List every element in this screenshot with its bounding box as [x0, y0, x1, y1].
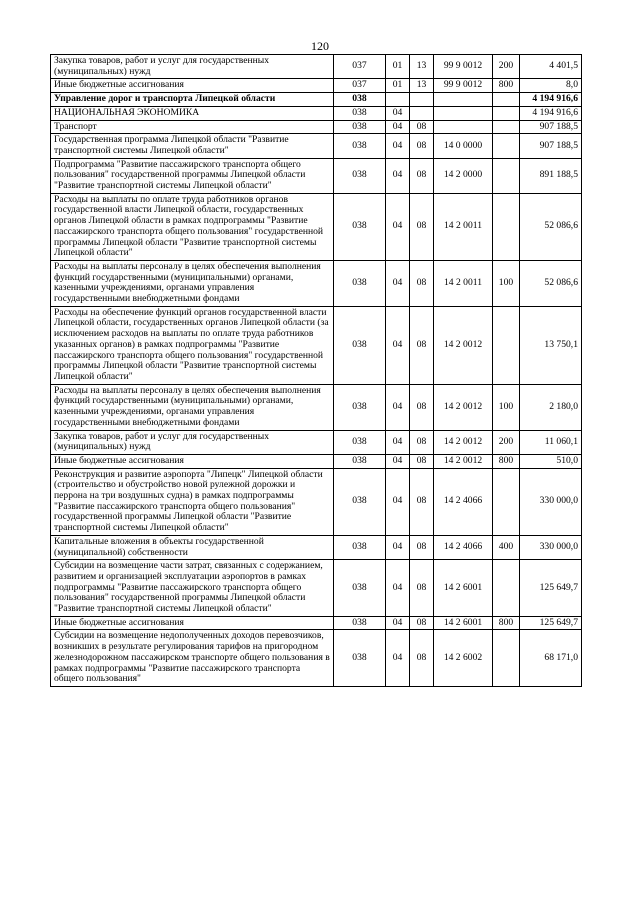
- section-code-cell: 04: [386, 158, 410, 193]
- table-row: [51, 93, 582, 107]
- amount-cell: 125 649,7: [520, 560, 582, 617]
- ministry-code-cell: 038: [334, 616, 386, 630]
- row-name-cell: Субсидии на возмещение недополученных доходов перевозчиков, возникших в результате регулирования тарифов на пригородном железнодорожном пассажирском транспорте общего пользования в рамках подпрограммы "Развитие пассажирского транспорта общего пользования": [51, 630, 334, 687]
- section-code-cell: 04: [386, 384, 410, 430]
- table-row: [51, 193, 582, 260]
- target-item-cell: 14 2 0012: [434, 454, 493, 468]
- expense-type-cell: [493, 158, 520, 193]
- ministry-code-cell: 038: [334, 560, 386, 617]
- ministry-code-cell: 038: [334, 454, 386, 468]
- expense-type-cell: 800: [493, 79, 520, 93]
- ministry-code-cell: 038: [334, 260, 386, 306]
- table-row: [51, 260, 582, 306]
- row-name-cell: Закупка товаров, работ и услуг для государственных (муниципальных) нужд: [51, 430, 334, 454]
- row-name-cell: Субсидии на возмещение части затрат, связанных с содержанием, развитием и организацией эксплуатации аэропортов в рамках подпрограммы "Развитие пассажирского транспорта общего пользования" государственной программы Липецкой области "Развитие транспортной системы Липецкой области": [51, 560, 334, 617]
- ministry-code-cell: 038: [334, 630, 386, 687]
- row-name-cell: Расходы на выплаты персоналу в целях обеспечения выполнения функций государственными (муниципальными) органами, казенными учреждениями, органами управления государственными внебюджетными фондами: [51, 260, 334, 306]
- section-code-cell: 04: [386, 260, 410, 306]
- section-code-cell: 04: [386, 535, 410, 559]
- amount-cell: 4 194 916,6: [520, 93, 582, 107]
- target-item-cell: 99 9 0012: [434, 55, 493, 79]
- expense-type-cell: [493, 106, 520, 120]
- expense-type-cell: [493, 134, 520, 158]
- table-row: [51, 79, 582, 93]
- amount-cell: 11 060,1: [520, 430, 582, 454]
- row-name-cell: Иные бюджетные ассигнования: [51, 616, 334, 630]
- table-row: [51, 158, 582, 193]
- ministry-code-cell: 037: [334, 79, 386, 93]
- table-row: [51, 55, 582, 79]
- ministry-code-cell: 038: [334, 535, 386, 559]
- subsection-code-cell: 08: [410, 306, 434, 384]
- table-row: [51, 430, 582, 454]
- amount-cell: 52 086,6: [520, 193, 582, 260]
- target-item-cell: 14 2 6001: [434, 616, 493, 630]
- expense-type-cell: [493, 193, 520, 260]
- table-row: [51, 560, 582, 617]
- subsection-code-cell: 08: [410, 630, 434, 687]
- expense-type-cell: 200: [493, 430, 520, 454]
- section-code-cell: 04: [386, 134, 410, 158]
- expense-type-cell: 400: [493, 535, 520, 559]
- table-row: [51, 454, 582, 468]
- target-item-cell: 14 2 4066: [434, 468, 493, 535]
- section-code-cell: 04: [386, 106, 410, 120]
- table-row: [51, 384, 582, 430]
- subsection-code-cell: 08: [410, 193, 434, 260]
- target-item-cell: [434, 93, 493, 107]
- expense-type-cell: [493, 468, 520, 535]
- expense-type-cell: [493, 560, 520, 617]
- target-item-cell: 14 0 0000: [434, 134, 493, 158]
- expense-type-cell: [493, 630, 520, 687]
- target-item-cell: 14 2 0012: [434, 306, 493, 384]
- table-row: [51, 616, 582, 630]
- row-name-cell: Расходы на обеспечение функций органов государственной власти Липецкой области, государственных органов Липецкой области (за исключением расходов на выплаты по оплате труда работников указанных органов) в рамках подпрограммы "Развитие пассажирского транспорта общего пользования" государственной программы Липецкой области "Развитие транспортной системы Липецкой области": [51, 306, 334, 384]
- table-row: [51, 535, 582, 559]
- amount-cell: 4 194 916,6: [520, 106, 582, 120]
- subsection-code-cell: 08: [410, 430, 434, 454]
- section-code-cell: 01: [386, 55, 410, 79]
- subsection-code-cell: 13: [410, 79, 434, 93]
- ministry-code-cell: 038: [334, 93, 386, 107]
- row-name-cell: Управление дорог и транспорта Липецкой области: [51, 93, 334, 107]
- subsection-code-cell: 08: [410, 260, 434, 306]
- ministry-code-cell: 038: [334, 193, 386, 260]
- section-code-cell: 04: [386, 616, 410, 630]
- section-code-cell: 04: [386, 120, 410, 134]
- ministry-code-cell: 038: [334, 106, 386, 120]
- row-name-cell: Государственная программа Липецкой области "Развитие транспортной системы Липецкой области": [51, 134, 334, 158]
- ministry-code-cell: 038: [334, 134, 386, 158]
- section-code-cell: 04: [386, 630, 410, 687]
- target-item-cell: 99 9 0012: [434, 79, 493, 93]
- expense-type-cell: [493, 120, 520, 134]
- table-row: [51, 306, 582, 384]
- target-item-cell: 14 2 0012: [434, 384, 493, 430]
- row-name-cell: Транспорт: [51, 120, 334, 134]
- subsection-code-cell: 08: [410, 616, 434, 630]
- row-name-cell: НАЦИОНАЛЬНАЯ ЭКОНОМИКА: [51, 106, 334, 120]
- ministry-code-cell: 038: [334, 120, 386, 134]
- row-name-cell: Подпрограмма "Развитие пассажирского транспорта общего пользования" государственной программы Липецкой области "Развитие транспортной системы Липецкой области": [51, 158, 334, 193]
- amount-cell: 2 180,0: [520, 384, 582, 430]
- section-code-cell: 04: [386, 306, 410, 384]
- amount-cell: 68 171,0: [520, 630, 582, 687]
- subsection-code-cell: [410, 93, 434, 107]
- section-code-cell: 04: [386, 560, 410, 617]
- ministry-code-cell: 038: [334, 384, 386, 430]
- row-name-cell: Реконструкция и развитие аэропорта "Липецк" Липецкой области (строительство и обустройство новой рулежной дорожки и перрона на три воздушных судна) в рамках подпрограммы "Развитие пассажирского транспорта общего пользования" государственной программы Липецкой области "Развитие транспортной системы Липецкой области": [51, 468, 334, 535]
- subsection-code-cell: 08: [410, 158, 434, 193]
- target-item-cell: [434, 106, 493, 120]
- expense-type-cell: 800: [493, 616, 520, 630]
- table-row: [51, 120, 582, 134]
- expense-type-cell: 200: [493, 55, 520, 79]
- row-name-cell: Расходы на выплаты персоналу в целях обеспечения выполнения функций государственными (муниципальными) органами, казенными учреждениями, органами управления государственными внебюджетными фондами: [51, 384, 334, 430]
- ministry-code-cell: 037: [334, 55, 386, 79]
- subsection-code-cell: 13: [410, 55, 434, 79]
- target-item-cell: [434, 120, 493, 134]
- expense-type-cell: 100: [493, 384, 520, 430]
- page-number: 120: [311, 39, 329, 53]
- target-item-cell: 14 2 0000: [434, 158, 493, 193]
- expense-type-cell: 800: [493, 454, 520, 468]
- row-name-cell: Капитальные вложения в объекты государственной (муниципальной) собственности: [51, 535, 334, 559]
- section-code-cell: 04: [386, 430, 410, 454]
- amount-cell: 8,0: [520, 79, 582, 93]
- amount-cell: 4 401,5: [520, 55, 582, 79]
- ministry-code-cell: 038: [334, 306, 386, 384]
- subsection-code-cell: 08: [410, 120, 434, 134]
- table-row: [51, 134, 582, 158]
- amount-cell: 891 188,5: [520, 158, 582, 193]
- row-name-cell: Иные бюджетные ассигнования: [51, 454, 334, 468]
- target-item-cell: 14 2 0011: [434, 260, 493, 306]
- section-code-cell: [386, 93, 410, 107]
- subsection-code-cell: 08: [410, 468, 434, 535]
- table-row: [51, 630, 582, 687]
- expense-type-cell: 100: [493, 260, 520, 306]
- amount-cell: 330 000,0: [520, 468, 582, 535]
- row-name-cell: Иные бюджетные ассигнования: [51, 79, 334, 93]
- amount-cell: 510,0: [520, 454, 582, 468]
- amount-cell: 907 188,5: [520, 120, 582, 134]
- expense-type-cell: [493, 93, 520, 107]
- subsection-code-cell: 08: [410, 454, 434, 468]
- row-name-cell: Расходы на выплаты по оплате труда работников органов государственной власти Липецкой области, государственных органов Липецкой области в рамках подпрограммы "Развитие пассажирского транспорта общего пользования" государственной программы Липецкой области "Развитие транспортной системы Липецкой области": [51, 193, 334, 260]
- section-code-cell: 04: [386, 454, 410, 468]
- target-item-cell: 14 2 6002: [434, 630, 493, 687]
- subsection-code-cell: [410, 106, 434, 120]
- section-code-cell: 04: [386, 468, 410, 535]
- target-item-cell: 14 2 0012: [434, 430, 493, 454]
- subsection-code-cell: 08: [410, 560, 434, 617]
- ministry-code-cell: 038: [334, 158, 386, 193]
- table-row: [51, 106, 582, 120]
- ministry-code-cell: 038: [334, 468, 386, 535]
- budget-table: [50, 54, 582, 687]
- target-item-cell: 14 2 4066: [434, 535, 493, 559]
- section-code-cell: 01: [386, 79, 410, 93]
- subsection-code-cell: 08: [410, 535, 434, 559]
- amount-cell: 907 188,5: [520, 134, 582, 158]
- section-code-cell: 04: [386, 193, 410, 260]
- amount-cell: 13 750,1: [520, 306, 582, 384]
- expense-type-cell: [493, 306, 520, 384]
- row-name-cell: Закупка товаров, работ и услуг для государственных (муниципальных) нужд: [51, 55, 334, 79]
- amount-cell: 125 649,7: [520, 616, 582, 630]
- target-item-cell: 14 2 0011: [434, 193, 493, 260]
- subsection-code-cell: 08: [410, 384, 434, 430]
- table-row: [51, 468, 582, 535]
- subsection-code-cell: 08: [410, 134, 434, 158]
- amount-cell: 330 000,0: [520, 535, 582, 559]
- amount-cell: 52 086,6: [520, 260, 582, 306]
- ministry-code-cell: 038: [334, 430, 386, 454]
- target-item-cell: 14 2 6001: [434, 560, 493, 617]
